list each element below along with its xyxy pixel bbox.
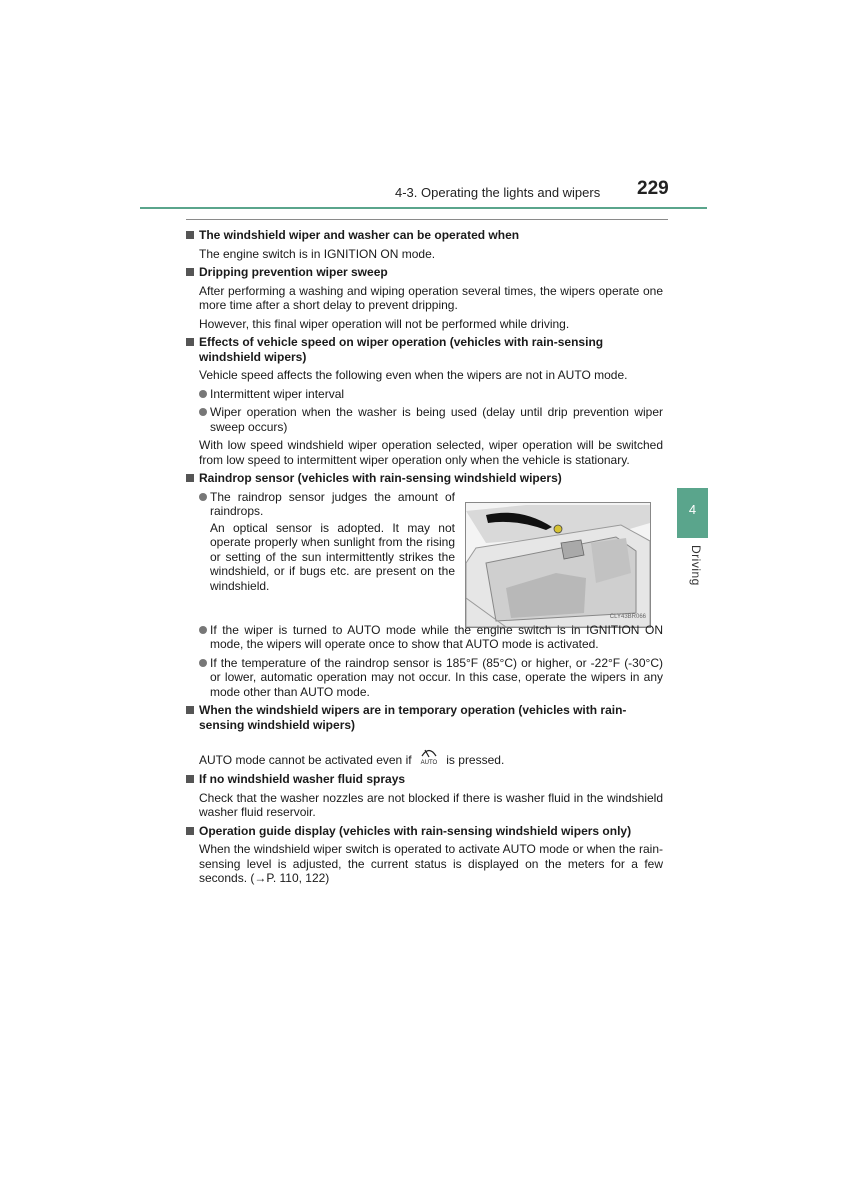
square-bullet-icon (186, 827, 194, 835)
list-item-text: Wiper operation when the washer is being used (delay until drip prevention wiper sweep occurs) (210, 405, 663, 434)
paragraph: Check that the washer nozzles are not blocked if there is washer fluid in the windshield washer fluid reservoir. (199, 790, 663, 819)
list-item (199, 656, 663, 700)
section-heading (186, 265, 663, 280)
circle-bullet-icon (199, 408, 207, 416)
list-item (199, 623, 663, 652)
paragraph: The engine switch is in IGNITION ON mode. (199, 246, 436, 261)
heading-text: Effects of vehicle speed on wiper operation (vehicles with rain-sensing windshield wipers) (199, 335, 604, 364)
circle-bullet-icon (199, 390, 207, 398)
sensor-text (199, 490, 455, 594)
paragraph-text-end: is pressed. (446, 753, 505, 767)
paragraph-text-start: AUTO mode cannot be activated even if (199, 753, 412, 767)
heading-text: Operation guide display (vehicles with rain-sensing windshield wipers only) (199, 823, 632, 838)
square-bullet-icon (186, 706, 194, 714)
section-heading (186, 703, 663, 732)
chapter-label: Driving (689, 545, 703, 586)
square-bullet-icon (186, 268, 194, 276)
heading-text: When the windshield wipers are in temporary operation (vehicles with rain-sensing windshield wipers) (199, 703, 627, 732)
raindrop-sensor-figure (465, 502, 651, 628)
section-heading (186, 471, 663, 486)
heading-text: Raindrop sensor (vehicles with rain-sensing windshield wipers) (199, 471, 562, 485)
paragraph: When the windshield wiper switch is operated to activate AUTO mode or when the rain-sensing level is adjusted, the current status is displayed on the meters for a few seconds. (→P. 110, 122) (199, 842, 663, 885)
page-number: 229 (637, 178, 669, 199)
paragraph: After performing a washing and wiping operation several times, the wipers operate one more time after a short delay to prevent dripping. (199, 283, 663, 312)
square-bullet-icon (186, 338, 194, 346)
windshield-illustration (466, 503, 650, 627)
paragraph: Vehicle speed affects the following even when the wipers are not in AUTO mode. (199, 368, 628, 382)
list-item-text: If the temperature of the raindrop sensor is 185°F (85°C) or higher, or -22°F (-30°C) or lower, automatic operation may not occur. In this case, operate the wipers in any mode other than AUTO mode. (210, 655, 663, 699)
heading-text: The windshield wiper and washer can be operated when (199, 228, 520, 242)
header-rule-divider (186, 219, 668, 220)
section-heading (186, 824, 663, 839)
list-item-text: Intermittent wiper interval (210, 386, 345, 401)
list-item (199, 387, 663, 402)
header-rule-accent (140, 207, 707, 209)
paragraph (199, 750, 663, 768)
list-item (199, 405, 663, 434)
list-item (199, 490, 455, 594)
raindrop-sensor-block (186, 489, 663, 620)
circle-bullet-icon (199, 659, 207, 667)
chapter-tab (677, 488, 708, 538)
square-bullet-icon (186, 775, 194, 783)
paragraph: With low speed windshield wiper operation selected, wiper operation will be switched from low speed to intermittent wiper operation only when the vehicle is stationary. (199, 438, 663, 467)
wiper-auto-icon (418, 750, 440, 768)
list-item-text: The raindrop sensor judges the amount of raindrops. (210, 489, 455, 518)
heading-text: Dripping prevention wiper sweep (199, 265, 388, 279)
circle-bullet-icon (199, 626, 207, 634)
square-bullet-icon (186, 231, 194, 239)
heading-text: If no windshield washer fluid sprays (199, 772, 406, 786)
section-heading (186, 772, 663, 787)
wiper-auto-icon-label: AUTO (420, 760, 438, 766)
sensor-description: An optical sensor is adopted. It may not operate properly when sunlight from the rising or setting of the sun intermittently strikes the windshield, or if bugs etc. are present on the windshield. (210, 520, 455, 593)
square-bullet-icon (186, 474, 194, 482)
section-heading (186, 228, 663, 243)
chapter-number: 4 (688, 502, 697, 517)
header-title: 4-3. Operating the lights and wipers (395, 185, 601, 200)
page-content (186, 228, 663, 890)
figure-code: CLY43BR066 (609, 614, 646, 620)
list-item-text: If the wiper is turned to AUTO mode while the engine switch is in IGNITION ON mode, the wipers will operate once to show that AUTO mode is activated. (210, 622, 663, 651)
section-heading (186, 335, 663, 364)
circle-bullet-icon (199, 493, 207, 501)
paragraph: However, this final wiper operation will not be performed while driving. (199, 316, 570, 331)
